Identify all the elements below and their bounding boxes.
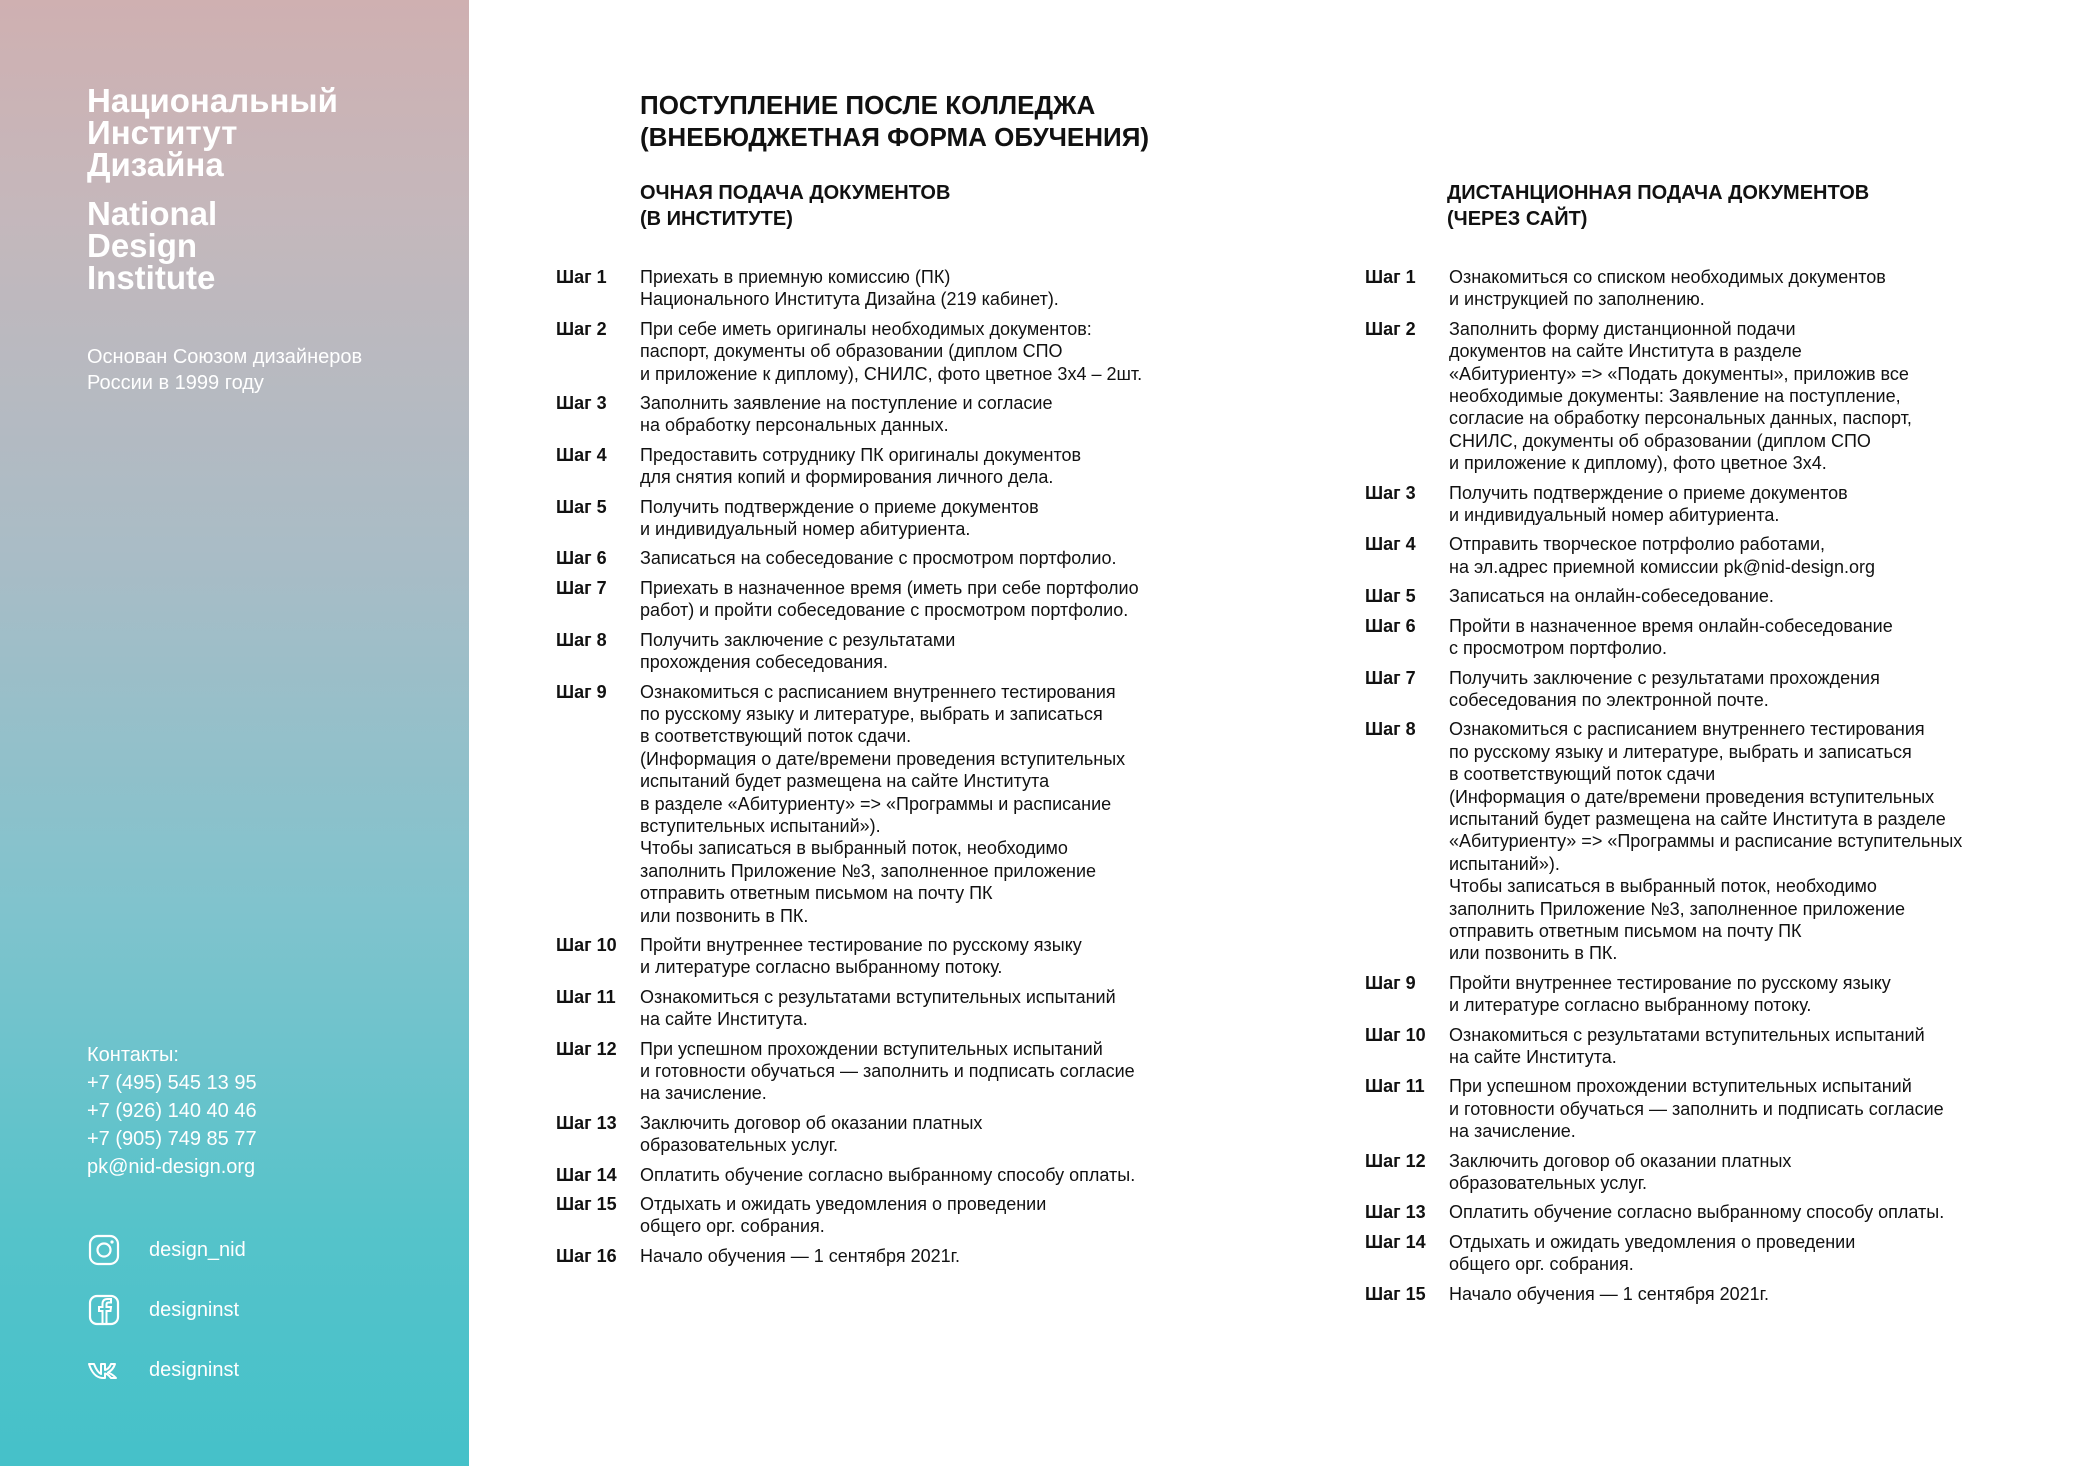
step-item [1365, 667, 2005, 712]
in-person-steps [556, 266, 1196, 1274]
page-title [640, 89, 1149, 153]
step-number: Шаг 3 [1365, 482, 1416, 503]
step-number: Шаг 3 [556, 393, 607, 414]
step-number: Шаг 1 [556, 267, 607, 287]
step-item [1365, 1024, 2005, 1069]
step-text: Оплатить обучение согласно выбранному способу оплаты. [640, 1164, 1136, 1185]
step-item [556, 318, 1196, 385]
step-text: Приехать в назначенное время (иметь при себе портфолио работ) и пройти собеседование с просмотром портфолио. [640, 577, 1139, 621]
step-number: Шаг 8 [556, 629, 607, 650]
step-text: Заключить договор об оказании платных образовательных услуг. [1449, 1150, 1792, 1194]
step-item [1365, 266, 2005, 311]
step-number: Шаг 15 [1365, 1283, 1426, 1304]
step-text: Начало обучения — 1 сентября 2021г. [640, 1245, 961, 1266]
brand-en-line: Design [87, 227, 198, 264]
step-item [1365, 318, 2005, 475]
step-number: Шаг 8 [1365, 719, 1416, 740]
step-text: Получить подтверждение о приеме документов и индивидуальный номер абитуриента. [640, 496, 1039, 540]
step-text: Пройти в назначенное время онлайн-собеседование с просмотром портфолио. [1449, 615, 1893, 659]
contacts-label: Контакты: [87, 1044, 179, 1066]
contacts-block [87, 1041, 257, 1181]
step-item [556, 266, 1196, 311]
phone-link[interactable]: +7 (905) 749 85 77 [87, 1128, 257, 1150]
step-item [556, 577, 1196, 622]
step-number: Шаг 12 [556, 1038, 617, 1059]
step-number: Шаг 15 [556, 1194, 617, 1215]
step-number: Шаг 7 [1365, 667, 1416, 688]
step-text: Записаться на собеседование с просмотром портфолио. [640, 548, 1117, 569]
step-item [556, 1245, 1196, 1267]
instagram-icon [87, 1233, 121, 1267]
step-text: Ознакомиться с результатами вступительных испытаний на сайте Института. [640, 986, 1116, 1030]
step-item [556, 934, 1196, 979]
facebook-icon [87, 1293, 121, 1327]
sidebar [0, 0, 469, 1466]
step-text: Заключить договор об оказании платных образовательных услуг. [640, 1112, 983, 1156]
step-number: Шаг 10 [1365, 1024, 1426, 1045]
step-item [556, 629, 1196, 674]
remote-section-title [1447, 180, 1869, 232]
step-text: Получить заключение с результатами прохождения собеседования по электронной почте. [1449, 667, 1880, 710]
section-title-line: (ЧЕРЕЗ САЙТ) [1447, 208, 1588, 230]
step-number: Шаг 10 [556, 934, 617, 955]
step-number: Шаг 13 [1365, 1202, 1426, 1223]
brand-name-ru [87, 82, 338, 183]
brand-en-line: National [87, 195, 218, 232]
step-number: Шаг 6 [556, 548, 607, 569]
step-item [1365, 1075, 2005, 1142]
facebook-handle: designinst [149, 1298, 240, 1321]
step-text: Ознакомиться со списком необходимых документов и инструкцией по заполнению. [1449, 267, 1886, 310]
social-instagram[interactable] [87, 1233, 246, 1267]
brand-ru-line: Дизайна [87, 146, 224, 183]
step-text: Ознакомиться с результатами вступительных испытаний на сайте Института. [1449, 1024, 1925, 1067]
step-item [1365, 972, 2005, 1017]
step-number: Шаг 11 [1365, 1076, 1425, 1097]
founded-text: Основан Союзом дизайнеров России в 1999 году [87, 346, 363, 394]
step-text: Начало обучения — 1 сентября 2021г. [1449, 1283, 1770, 1304]
step-text: Приехать в приемную комиссию (ПК) Национального Института Дизайна (219 кабинет). [640, 267, 1059, 310]
step-text: Пройти внутреннее тестирование по русскому языку и литературе согласно выбранному потоку. [1449, 972, 1891, 1016]
step-number: Шаг 5 [1365, 586, 1416, 607]
step-number: Шаг 14 [1365, 1231, 1426, 1252]
step-item [556, 496, 1196, 541]
step-text: Ознакомиться с расписанием внутреннего тестирования по русскому языку и литературе, выбрать и записаться в соответствующий поток сдачи (Информация о дате/времени проведения вступительных испытаний будет размещена на сайте Института в разделе «Абитуриенту» => «Программы и расписание вступительных испытаний»). Чтобы записаться в выбранный поток, необходимо заполнить Приложение №3, заполненное приложение отправить ответным письмом на почту ПК или позвонить в ПК. [1449, 719, 1963, 964]
instagram-handle: design_nid [149, 1238, 246, 1261]
step-text: При успешном прохождении вступительных испытаний и готовности обучаться — заполнить и подписать согласие на зачисление. [1449, 1076, 1944, 1142]
vk-icon [87, 1353, 121, 1387]
step-item [1365, 1283, 2005, 1305]
step-text: Отдыхать и ожидать уведомления о проведении общего орг. собрания. [1449, 1231, 1856, 1275]
brand-name-en [87, 195, 218, 296]
step-item [1365, 718, 2005, 964]
social-vk[interactable] [87, 1353, 239, 1387]
step-number: Шаг 13 [556, 1112, 617, 1133]
step-item [556, 392, 1196, 437]
step-number: Шаг 4 [556, 444, 607, 465]
step-item [556, 1112, 1196, 1157]
step-text: При успешном прохождении вступительных испытаний и готовности обучаться — заполнить и подписать согласие на зачисление. [640, 1038, 1135, 1104]
step-item [556, 986, 1196, 1031]
step-item [1365, 615, 2005, 660]
step-text: Заполнить форму дистанционной подачи документов на сайте Института в разделе «Абитуриенту» => «Подать документы», приложив все необходимые документы: Заявление на поступление, согласие на обработку персональных данных, паспорт, СНИЛС, документы об образовании (диплом СПО и приложение к диплому), фото цветное 3х4. [1449, 318, 1912, 474]
vk-handle: designinst [149, 1358, 240, 1381]
step-number: Шаг 4 [1365, 534, 1416, 555]
step-item [556, 547, 1196, 569]
section-title-line: ОЧНАЯ ПОДАЧА ДОКУМЕНТОВ [640, 182, 951, 204]
step-number: Шаг 16 [556, 1245, 617, 1266]
phone-link[interactable]: +7 (926) 140 40 46 [87, 1100, 257, 1122]
remote-steps [1365, 266, 2005, 1312]
brand-en-line: Institute [87, 259, 216, 296]
step-number: Шаг 5 [556, 496, 607, 517]
page-title-line: ПОСТУПЛЕНИЕ ПОСЛЕ КОЛЛЕДЖА [640, 90, 1096, 120]
step-text: Отправить творческое потрфолио работами, на эл.адрес приемной комиссии pk@nid-design.org [1449, 534, 1875, 577]
step-number: Шаг 7 [556, 577, 607, 598]
section-title-line: ДИСТАНЦИОННАЯ ПОДАЧА ДОКУМЕНТОВ [1447, 182, 1870, 204]
step-text: Получить заключение с результатами прохождения собеседования. [640, 629, 956, 673]
step-number: Шаг 9 [1365, 972, 1416, 993]
step-number: Шаг 9 [556, 681, 607, 702]
step-item [1365, 1150, 2005, 1195]
phone-link[interactable]: +7 (495) 545 13 95 [87, 1072, 257, 1094]
page-title-line: (ВНЕБЮДЖЕТНАЯ ФОРМА ОБУЧЕНИЯ) [640, 122, 1150, 152]
in-person-section-title [640, 180, 950, 232]
step-item [1365, 533, 2005, 578]
section-title-line: (В ИНСТИТУТЕ) [640, 208, 793, 230]
step-number: Шаг 2 [556, 318, 607, 339]
step-item [1365, 482, 2005, 527]
step-text: При себе иметь оригиналы необходимых документов: паспорт, документы об образовании (диплом СПО и приложение к диплому), СНИЛС, фото цветное 3х4 – 2шт. [640, 318, 1143, 384]
step-text: Пройти внутреннее тестирование по русскому языку и литературе согласно выбранному потоку. [640, 934, 1082, 978]
step-number: Шаг 1 [1365, 267, 1416, 287]
step-number: Шаг 2 [1365, 318, 1416, 339]
step-text: Заполнить заявление на поступление и согласие на обработку персональных данных. [640, 393, 1053, 436]
step-item [1365, 585, 2005, 607]
brand-ru-line: Национальный [87, 82, 338, 119]
email-link[interactable]: pk@nid-design.org [87, 1156, 256, 1178]
step-text: Получить подтверждение о приеме документов и индивидуальный номер абитуриента. [1449, 482, 1848, 526]
step-item [556, 444, 1196, 489]
social-facebook[interactable] [87, 1293, 239, 1327]
step-text: Оплатить обучение согласно выбранному способу оплаты. [1449, 1202, 1945, 1223]
step-item [556, 1038, 1196, 1105]
step-text: Ознакомиться с расписанием внутреннего тестирования по русскому языку и литературе, выбрать и записаться в соответствующий поток сдачи. (Информация о дате/времени проведения вступительных испытаний будет размещена на сайте Института в разделе «Абитуриенту» => «Программы и расписание вступительных испытаний»). Чтобы записаться в выбранный поток, необходимо заполнить Приложение №3, заполненное приложение отправить ответным письмом на почту ПК или позвонить в ПК. [640, 681, 1126, 926]
step-number: Шаг 6 [1365, 615, 1416, 636]
step-text: Записаться на онлайн-собеседование. [1449, 586, 1774, 607]
step-number: Шаг 12 [1365, 1150, 1426, 1171]
step-item [1365, 1231, 2005, 1276]
step-text: Отдыхать и ожидать уведомления о проведении общего орг. собрания. [640, 1194, 1047, 1237]
step-item [1365, 1201, 2005, 1223]
step-item [556, 1193, 1196, 1238]
brand-ru-line: Институт [87, 114, 238, 151]
step-item [556, 681, 1196, 927]
step-number: Шаг 14 [556, 1164, 617, 1185]
step-text: Предоставить сотруднику ПК оригиналы документов для снятия копий и формирования личного дела. [640, 444, 1082, 488]
step-item [556, 1164, 1196, 1186]
step-number: Шаг 11 [556, 986, 616, 1007]
